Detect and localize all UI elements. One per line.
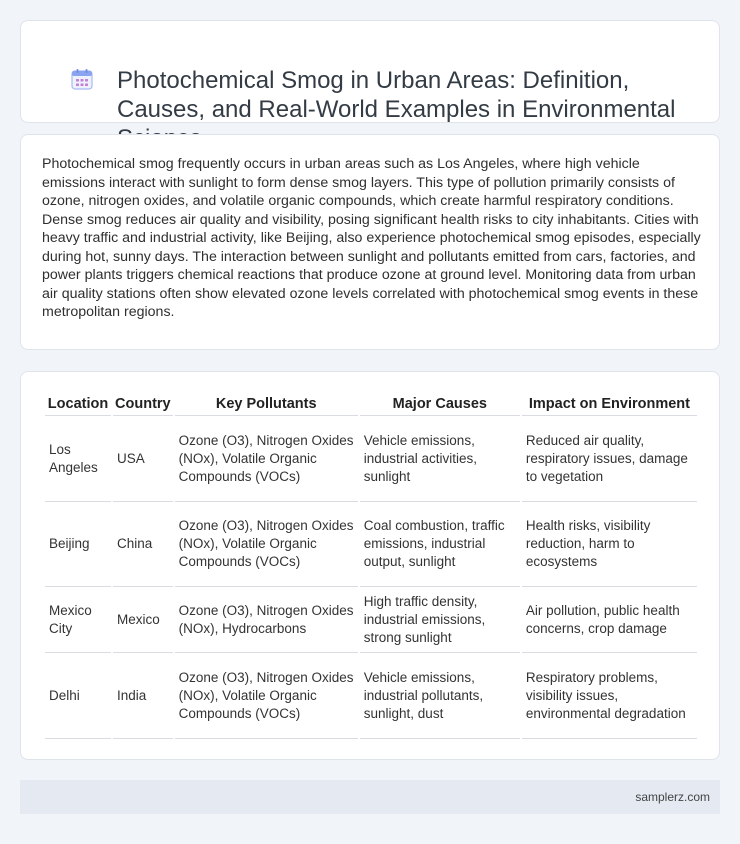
column-header-location: Location: [45, 393, 111, 416]
cell-major-causes: Vehicle emissions, industrial pollutants, sunlight, dust: [360, 653, 520, 739]
cell-impact: Reduced air quality, respiratory issues, damage to vegetation: [522, 416, 697, 502]
table-row: [45, 653, 697, 739]
column-header-impact: Impact on Environment: [522, 393, 697, 416]
cell-major-causes: High traffic density, industrial emissions, strong sunlight: [360, 587, 520, 653]
intro-paragraph: Photochemical smog frequently occurs in urban areas such as Los Angeles, where high vehicle emissions interact with sunlight to form dense smog layers. This type of pollution primarily consists of ozone, nitrogen oxides, and volatile organic compounds, which create harmful respiratory conditions. Dense smog reduces air quality and visibility, posing significant health risks to city inhabitants. Cities with heavy traffic and industrial activity, like Beijing, also experience photochemical smog episodes, especially during hot, sunny days. The interaction between sunlight and pollutants emitted from cars, factories, and power plants triggers chemical reactions that produce ozone at ground level. Monitoring data from urban air quality stations often show elevated ozone levels correlated with photochemical smog events in these metropolitan regions.: [42, 156, 701, 320]
cell-location: Mexico City: [45, 587, 111, 653]
footer-bar: [20, 780, 720, 814]
table-header-row: [45, 393, 697, 416]
cell-impact: Air pollution, public health concerns, crop damage: [522, 587, 697, 653]
table-row: [45, 502, 697, 587]
table-card: [20, 371, 720, 760]
cell-major-causes: Coal combustion, traffic emissions, industrial output, sunlight: [360, 502, 520, 587]
cell-key-pollutants: Ozone (O3), Nitrogen Oxides (NOx), Volatile Organic Compounds (VOCs): [175, 653, 358, 739]
cell-key-pollutants: Ozone (O3), Nitrogen Oxides (NOx), Volatile Organic Compounds (VOCs): [175, 416, 358, 502]
smog-examples-table: [43, 393, 699, 739]
cell-country: India: [113, 653, 173, 739]
cell-major-causes: Vehicle emissions, industrial activities, sunlight: [360, 416, 520, 502]
column-header-key-pollutants: Key Pollutants: [175, 393, 358, 416]
cell-country: China: [113, 502, 173, 587]
cell-location: Los Angeles: [45, 416, 111, 502]
intro-card: [20, 134, 720, 350]
page-title: Photochemical Smog in Urban Areas: Definition, Causes, and Real-World Examples in Environmental: [117, 67, 676, 123]
calendar-icon: [71, 68, 93, 90]
cell-impact: Health risks, visibility reduction, harm to ecosystems: [522, 502, 697, 587]
column-header-major-causes: Major Causes: [360, 393, 520, 416]
title-card: [20, 20, 720, 123]
table-row: [45, 587, 697, 653]
cell-location: Beijing: [45, 502, 111, 587]
table-row: [45, 416, 697, 502]
cell-key-pollutants: Ozone (O3), Nitrogen Oxides (NOx), Hydrocarbons: [175, 587, 358, 653]
cell-impact: Respiratory problems, visibility issues, environmental degradation: [522, 653, 697, 739]
footer-site-link[interactable]: samplerz.com: [635, 790, 710, 804]
cell-country: Mexico: [113, 587, 173, 653]
cell-country: USA: [113, 416, 173, 502]
column-header-country: Country: [113, 393, 173, 416]
cell-location: Delhi: [45, 653, 111, 739]
cell-key-pollutants: Ozone (O3), Nitrogen Oxides (NOx), Volatile Organic Compounds (VOCs): [175, 502, 358, 587]
